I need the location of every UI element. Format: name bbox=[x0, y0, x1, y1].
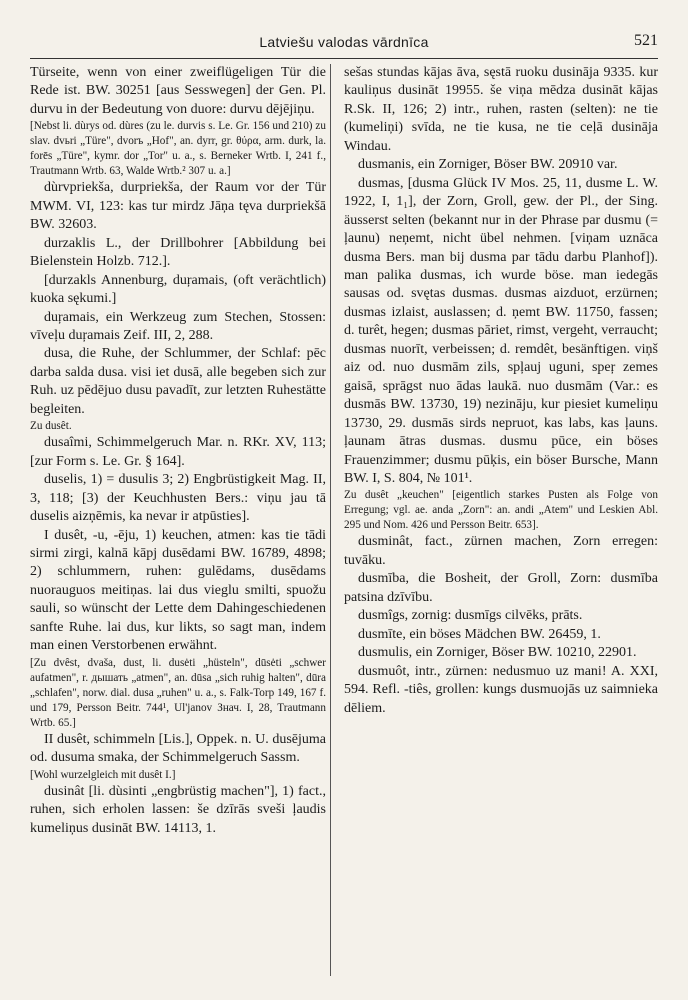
dictionary-entry: dusminât, fact., zürnen machen, Zorn erregen: tuvāku. bbox=[344, 534, 658, 568]
dictionary-entry: Zu dusêt „keuchen" [eigentlich starkes Pusten als Folge von Erregung; vgl. ae. anda „Zorn": an. andi „Atem" und Leskien Abl. 295 und Nom. 426 und Persson Beitr. 653]. bbox=[344, 489, 658, 532]
column-divider bbox=[330, 64, 331, 976]
dictionary-entry: [durzakls Annenburg, duŗamais, (oft verächtlich) kuoka sękumi.] bbox=[30, 272, 326, 307]
dictionary-entry: dusmība, die Bosheit, der Groll, Zorn: dusmība patsina dzīvību. bbox=[344, 571, 658, 605]
dictionary-entry: dusinât [li. dùsinti „engbrüstig machen"], 1) fact., ruhen, sich erholen lassen: še dzīrās sveši ļaudis kumeliņus dusināt BW. 14113, 1. bbox=[30, 783, 326, 836]
dictionary-entry: dusmīte, ein böses Mädchen BW. 26459, 1. bbox=[358, 626, 601, 642]
dictionary-entry: dusa, die Ruhe, der Schlummer, der Schlaf: pēc darba salda dusa. visi iet dusā, alle begeben sich zur Ruh. uz pēdējuo dusu pavadīt, zur letzten Ruhestätte begleiten. bbox=[30, 346, 326, 417]
page-header bbox=[30, 28, 658, 59]
dictionary-entry: sešas stundas kājas āva, sęstā ruoku dusināja 9335. kur kauliņus dusināt 19955. še viņa mēdza dusināt kājas R.Sk. II, 126; 2) intr., ruhen, rasten (selten): ne tie (kumeliņi) svīda, ne tie kusa, ne tie ceļā dusināja Windau. bbox=[344, 65, 658, 154]
dictionary-entry: Zu dusêt. bbox=[30, 420, 72, 433]
dictionary-entry: [Nebst li. dùrys od. dùres (zu le. durvis s. Le. Gr. 156 und 210) zu slav. dvьri „Türe", dvorъ „Hof", an. dyrr, gr. θύρα, arm. durk, la. forēs „Türe", kymr. dor „Tor" u. a., s. Berneker Wrtb. I, 241 f., Trautmann Wrtb. 63, Walde Wrtb.² 307 u. a.] bbox=[30, 120, 326, 178]
dictionary-entry: [Wohl wurzelgleich mit dusêt I.] bbox=[30, 768, 176, 781]
dictionary-entry: dùrvpriekša, durpriekša, der Raum vor der Tür MWM. VI, 123: kas tur mirdz Jāņa tęva durpriekšā BW. 32603. bbox=[30, 180, 326, 233]
dictionary-entry: I dusêt, -u, -ēju, 1) keuchen, atmen: kas tie tādi sirmi zirgi, kalnā kāpj dusēdami BW. 16789, 4898; 2) schlummern, ruhen: gulēdams, dusēdams nuorauguos meitiņas. lai dus vieglu smilti, spuožu sauli, so wünscht der Lette dem Dahingeschiedenen sanfte Ruhe. lai dus, kur likts, so sagt man, indem man einen Verstorbenen erwähnt. bbox=[30, 527, 326, 654]
dictionary-entry: dusmas, [dusma Glück IV Mos. 25, 11, dusme L. W. 1922, I, 1₁], der Zorn, Groll, gew. der Pl., der Sing. äusserst selten (bekannt nur in der Phrase par dusmu (= ļaunu) neņemt, nicht übel nehmen. [viņam uznāca dusma Bers. man bij dusma par tādu darbu Planhof]). man palika dusmas, ich wurde böse. man iedegās sausas od. svętas dusmas. dusmas aizduot, erzürnen; dusmas izlaist, auslassen; d. ņemt BW. 11750, fassen; d. turêt, hegen; dusmas pāriet, rimst, vergeht, verraucht; dusmas nuorīt, verbeissen; d. remdêt, besänftigen. viņš aiz od. nuo dusmām zils, spļauj uguni, speŗ zemes gaisā, sprāgst nuo ādas laukā. nuo dusmām (Var.: es dusmās BW. 13730, 19) nezināju, kur piesiet kumeliņu 13730, 29. dusmās sirds nepruot, kas labs, kas ļauns. ļaunam ātras dusmas. dusmu pūce, ein böses Frauenzimmer; dusmu pūķis, ein böser Bursche, Mann BW. I, S. 804, № 101¹. bbox=[344, 175, 658, 486]
page-title: Latviešu valodas vārdnīca bbox=[259, 34, 429, 50]
dictionary-entry: dusmîgs, zornig: dusmīgs cilvēks, prāts. bbox=[358, 608, 583, 624]
dictionary-entry: dusmulis, ein Zorniger, Böser BW. 10210, 22901. bbox=[358, 645, 637, 661]
dictionary-entry: durzaklis L., der Drillbohrer [Abbildung bei Bielenstein Holzb. 712.]. bbox=[30, 235, 326, 270]
page-number: 521 bbox=[634, 32, 658, 49]
dictionary-entry: duselis, 1) = dusulis 3; 2) Engbrüstigkeit Mag. II, 3, 118; [3) der Keuchhusten Bers.: viņu jau tā duselis aizņēmis, ka nevar ir atpūsties]. bbox=[30, 472, 326, 525]
dictionary-entry: II dusêt, schimmeln [Lis.], Oppek. n. U. dusējuma od. dusuma smaka, der Schimmelgeruch Sassm. bbox=[30, 731, 326, 766]
right-column bbox=[344, 64, 658, 718]
dictionary-entry: Türseite, wenn von einer zweiflügeligen Tür die Rede ist. BW. 30251 [aus Sesswegen] der Gen. Pl. durvu in der Bedeutung von duore: durvu dējējiņu. bbox=[30, 65, 326, 117]
dictionary-entry: dusmanis, ein Zorniger, Böser BW. 20910 var. bbox=[358, 157, 618, 173]
left-column bbox=[30, 64, 326, 838]
dictionary-entry: dusaîmi, Schimmelgeruch Mar. n. RKr. XV, 113; [zur Form s. Le. Gr. § 164]. bbox=[30, 435, 326, 469]
dictionary-entry: [Zu dvêst, dvaša, dust, li. dusėti „hüsteln", dūsėti „schwer aufatmen", r. дышать „atmen", an. dūsa „sich ruhig halten", dūra „schlafen", norw. dial. dusa „ruhen" u. a., s. Falk-Torp 149, 167 f. und 179, Persson Beitr. 744¹, Ul'janov Знач. I, 28, Trautmann Wrtb. 65.] bbox=[30, 656, 326, 729]
dictionary-entry: dusmuôt, intr., zürnen: nedusmuo uz mani! A. XXI, 594. Refl. -tiês, grollen: kungs dusmuojās uz saimnieka dēliem. bbox=[344, 663, 658, 716]
dictionary-entry: duŗamais, ein Werkzeug zum Stechen, Stossen: vīveļu duŗamais Zeif. III, 2, 288. bbox=[30, 309, 326, 343]
